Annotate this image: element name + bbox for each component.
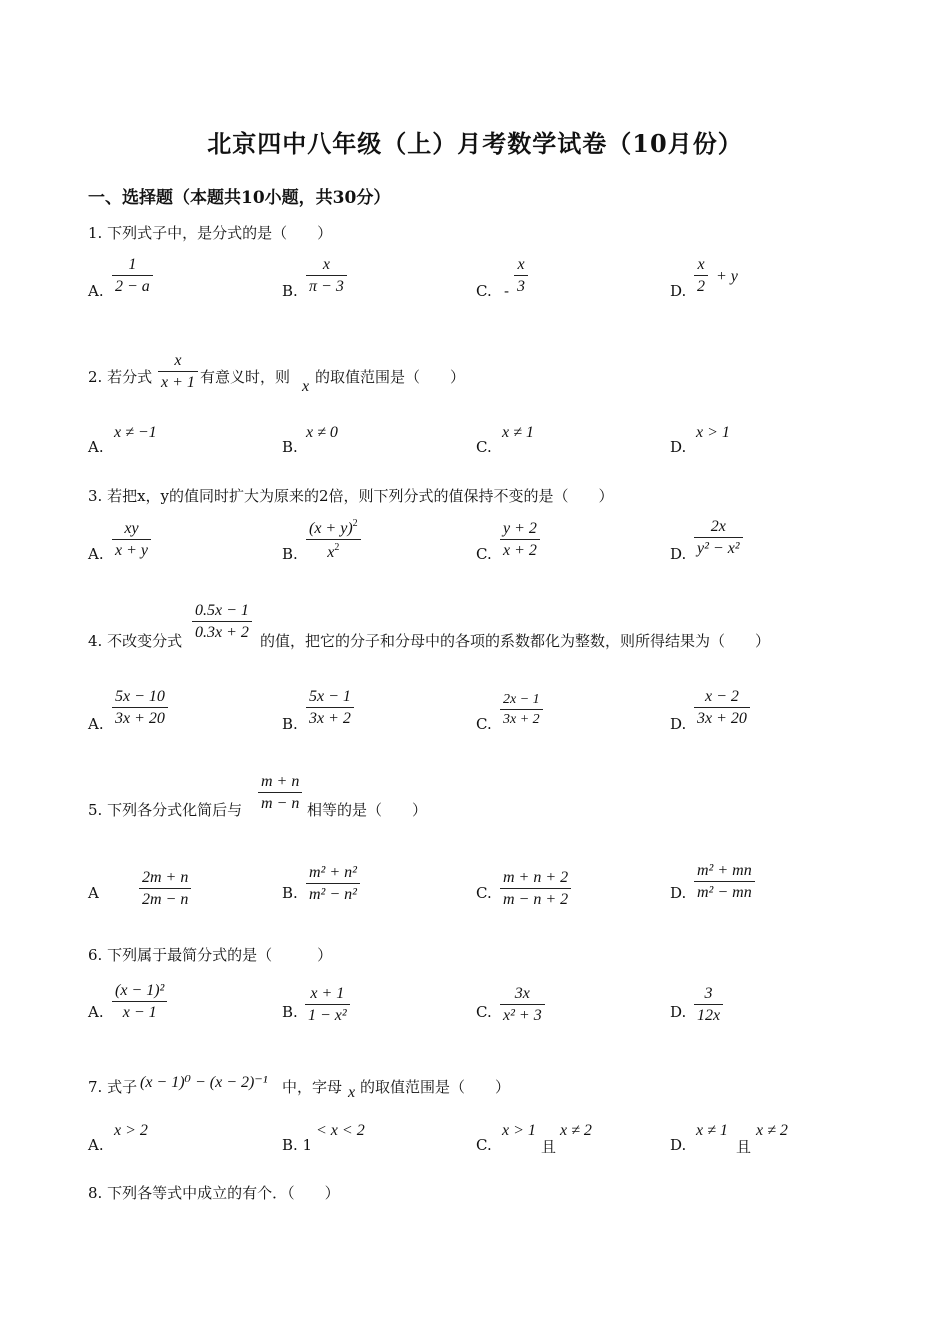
q6-option-a-label: A. xyxy=(88,1003,104,1021)
q6-b-numerator: x + 1 xyxy=(310,985,345,1002)
q4-b-denominator: 3x + 2 xyxy=(306,707,354,728)
q4-a-denominator: 3x + 20 xyxy=(112,707,168,728)
q3-option-b-label: B. xyxy=(282,545,298,563)
q1-b-denominator: π − 3 xyxy=(306,275,347,296)
q5-option-a-label: A xyxy=(88,884,99,902)
q7-option-d-and: 且 xyxy=(736,1138,752,1156)
q3-d-denominator: y² − x² xyxy=(694,537,743,558)
q6-a-denominator: x − 1 xyxy=(112,1001,167,1022)
q3-b-denominator-exponent: 2 xyxy=(334,542,340,553)
q7-option-d-expr-1: x ≠ 1 xyxy=(696,1122,728,1139)
q4-option-b-fraction xyxy=(306,688,354,728)
q1-c-sign: - xyxy=(504,282,510,300)
q4-a-numerator: 5x − 10 xyxy=(115,688,165,705)
question-8-stem: 8. 下列各等式中成立的有个．（ ） xyxy=(88,1184,340,1202)
q3-option-a-fraction xyxy=(112,520,151,560)
q5-a-denominator: 2m − n xyxy=(139,888,191,909)
page-title: 北京四中八年级（上）月考数学试卷（10月份） xyxy=(207,129,743,158)
q5-c-denominator: m − n + 2 xyxy=(500,888,571,909)
q4-stem-numerator: 0.5x − 1 xyxy=(195,602,249,619)
q7-stem-expression: (x − 1)⁰ − (x − 2)⁻¹ xyxy=(140,1074,268,1091)
q6-b-denominator: 1 − x² xyxy=(305,1004,350,1025)
q6-d-denominator: 12x xyxy=(694,1004,723,1025)
q1-d-numerator: x xyxy=(697,256,705,273)
q4-option-a-label: A. xyxy=(88,715,104,733)
q1-option-b-fraction xyxy=(306,256,347,296)
q5-option-c-fraction xyxy=(500,869,571,909)
q2-option-a-label: A. xyxy=(88,438,104,456)
question-2-stem-end: 的取值范围是（ ） xyxy=(315,368,466,386)
q1-option-c-fraction xyxy=(514,256,528,296)
question-7-stem-end: 的取值范围是（ ） xyxy=(360,1078,511,1096)
q3-option-d-fraction xyxy=(694,518,743,558)
q7-option-b-expr: < x < 2 xyxy=(316,1122,365,1139)
q5-option-d-label: D. xyxy=(670,884,687,902)
q5-option-d-fraction xyxy=(694,862,755,902)
q6-c-numerator: 3x xyxy=(514,985,530,1002)
q6-option-c-fraction xyxy=(500,985,545,1025)
q4-c-denominator: 3x + 2 xyxy=(500,709,543,728)
q6-a-numerator: (x − 1)² xyxy=(115,982,165,999)
q3-option-a-label: A. xyxy=(88,545,104,563)
q2-stem-denominator: x + 1 xyxy=(158,371,198,392)
q2-option-d-label: D. xyxy=(670,438,687,456)
q1-a-numerator: 1 xyxy=(128,256,137,273)
q1-d-tail: + y xyxy=(716,268,738,285)
q6-option-b-label: B. xyxy=(282,1003,298,1021)
q6-option-d-label: D. xyxy=(670,1003,687,1021)
question-7-stem-start: 7. 式子 xyxy=(88,1078,138,1096)
question-5-stem-start: 5. 下列各分式化简后与 xyxy=(88,801,243,819)
q6-d-numerator: 3 xyxy=(704,985,713,1002)
q2-option-a-expr: x ≠ −1 xyxy=(114,424,157,441)
q2-stem-numerator: x xyxy=(174,352,182,369)
question-7-stem-middle: 中，字母 xyxy=(282,1078,343,1096)
q2-option-b-label: B. xyxy=(282,438,298,456)
q7-option-b-label: B. 1 xyxy=(282,1136,313,1154)
q2-stem-fraction xyxy=(158,352,198,392)
q3-b-numerator-exponent: 2 xyxy=(352,518,358,529)
q3-option-d-label: D. xyxy=(670,545,687,563)
q6-c-denominator: x² + 3 xyxy=(500,1004,545,1025)
q5-option-a-fraction xyxy=(139,869,191,909)
q2-option-c-label: C. xyxy=(476,438,492,456)
q4-option-c-fraction xyxy=(500,692,543,728)
q2-option-d-expr: x > 1 xyxy=(696,424,730,441)
q5-d-denominator: m² − mn xyxy=(694,881,755,902)
q4-option-c-label: C. xyxy=(476,715,492,733)
q7-option-a-label: A. xyxy=(88,1136,104,1154)
q1-a-denominator: 2 − a xyxy=(112,275,153,296)
q6-option-c-label: C. xyxy=(476,1003,492,1021)
question-6-stem: 6. 下列属于最简分式的是（ ） xyxy=(88,946,333,964)
q3-b-denominator: x xyxy=(327,544,335,561)
q1-d-denominator: 2 xyxy=(694,275,708,296)
q1-option-c-label: C. xyxy=(476,282,492,300)
q4-stem-denominator: 0.3x + 2 xyxy=(192,621,252,642)
q7-option-d-expr-2: x ≠ 2 xyxy=(756,1122,788,1139)
section-heading: 一、选择题（本题共10小题，共30分） xyxy=(88,188,391,208)
q2-stem-variable: x xyxy=(302,378,310,395)
q6-option-b-fraction xyxy=(305,985,350,1025)
q4-option-b-label: B. xyxy=(282,715,298,733)
q4-b-numerator: 5x − 1 xyxy=(309,688,351,705)
question-4-stem-start: 4. 不改变分式 xyxy=(88,632,183,650)
q7-option-d-label: D. xyxy=(670,1136,687,1154)
q1-option-d-fraction xyxy=(694,256,708,296)
q3-d-numerator: 2x xyxy=(710,518,726,535)
q4-c-numerator: 2x − 1 xyxy=(503,692,540,707)
q2-option-c-expr: x ≠ 1 xyxy=(502,424,534,441)
q7-stem-variable: x xyxy=(348,1084,356,1101)
q7-option-c-label: C. xyxy=(476,1136,492,1154)
q3-b-denominator-wrap xyxy=(306,539,361,562)
q3-option-c-label: C. xyxy=(476,545,492,563)
q7-option-a-expr: x > 2 xyxy=(114,1122,148,1139)
q4-option-a-fraction xyxy=(112,688,168,728)
q3-b-numerator: (x + y) xyxy=(309,520,353,537)
q1-option-a-label: A. xyxy=(88,282,104,300)
q5-stem-fraction xyxy=(258,773,302,813)
q3-option-c-fraction xyxy=(500,520,540,560)
q5-stem-numerator: m + n xyxy=(261,773,300,790)
q5-option-b-fraction xyxy=(306,864,360,904)
q7-option-c-and: 且 xyxy=(541,1138,557,1156)
q4-d-denominator: 3x + 20 xyxy=(694,707,750,728)
q2-option-b-expr: x ≠ 0 xyxy=(306,424,338,441)
question-5-stem-end: 相等的是（ ） xyxy=(307,801,428,819)
q5-b-denominator: m² − n² xyxy=(306,883,360,904)
q4-stem-fraction xyxy=(192,602,252,642)
q5-d-numerator: m² + mn xyxy=(697,862,752,879)
q3-c-denominator: x + 2 xyxy=(500,539,540,560)
q3-a-numerator: xy xyxy=(124,520,139,537)
q4-d-numerator: x − 2 xyxy=(705,688,739,705)
q3-option-b-fraction xyxy=(306,518,361,562)
question-2-stem-middle: 有意义时，则 xyxy=(200,368,291,386)
question-1-stem: 1. 下列式子中，是分式的是（ ） xyxy=(88,224,333,242)
q1-option-a-fraction xyxy=(112,256,153,296)
q1-b-numerator: x xyxy=(322,256,330,273)
q5-option-c-label: C. xyxy=(476,884,492,902)
q4-option-d-fraction xyxy=(694,688,750,728)
q7-option-c-expr-1: x > 1 xyxy=(502,1122,536,1139)
question-4-stem-end: 的值，把它的分子和分母中的各项的系数都化为整数，则所得结果为（ ） xyxy=(260,632,771,650)
q1-option-b-label: B. xyxy=(282,282,298,300)
question-3-stem: 3. 若把x，y的值同时扩大为原来的2倍，则下列分式的值保持不变的是（ ） xyxy=(88,487,614,505)
q5-option-b-label: B. xyxy=(282,884,298,902)
q3-a-denominator: x + y xyxy=(112,539,151,560)
question-2-stem-start: 2. 若分式 xyxy=(88,368,153,386)
q5-c-numerator: m + n + 2 xyxy=(503,869,569,886)
q1-option-d-label: D. xyxy=(670,282,687,300)
q1-c-numerator: x xyxy=(517,256,525,273)
q7-option-c-expr-2: x ≠ 2 xyxy=(560,1122,592,1139)
q6-option-d-fraction xyxy=(694,985,723,1025)
q6-option-a-fraction xyxy=(112,982,167,1022)
q5-a-numerator: 2m + n xyxy=(142,869,189,886)
q3-c-numerator: y + 2 xyxy=(503,520,537,537)
q4-option-d-label: D. xyxy=(670,715,687,733)
q1-c-denominator: 3 xyxy=(514,275,528,296)
q5-b-numerator: m² + n² xyxy=(309,864,357,881)
q5-stem-denominator: m − n xyxy=(258,792,302,813)
q3-b-numerator-wrap xyxy=(306,518,361,539)
